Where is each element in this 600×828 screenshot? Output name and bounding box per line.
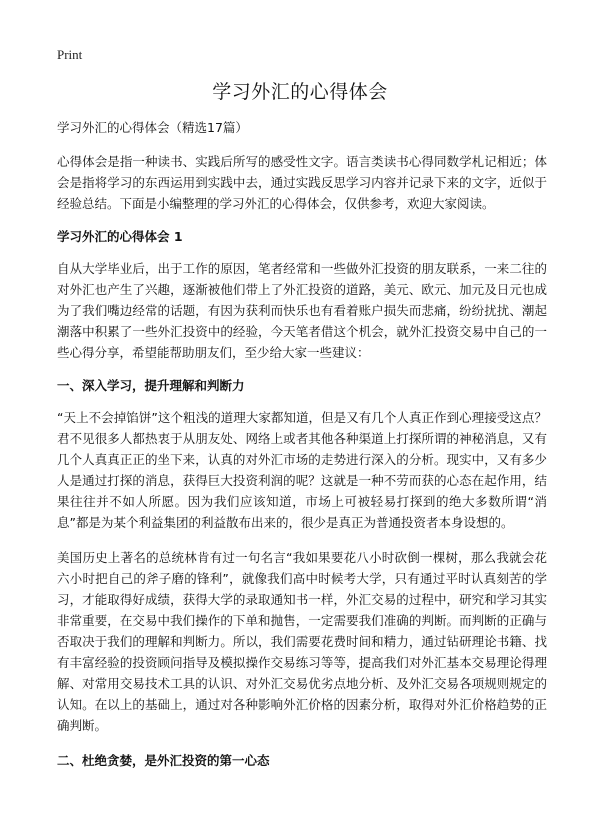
paragraph-2: “天上不会掉馅饼”这个粗浅的道理大家都知道，但是又有几个人真正作到心理接受这点？君不见很多人都热衷于从朋友处、网络上或者其他各种渠道上打探所谓的神秘消息，又有几个人真真正正的坐下来，认真的对外汇市场的走势进行深入的分析。现实中，又有多少人是通过打探的消息，获得巨大投资利润的呢？这就是一种不劳而获的心态在起作用，结果往往并不如人所愿。因为我们应该知道，市场上可被轻易打探到的绝大多数所谓“消息”都是为某个利益集团的利益散布出来的，很少是真正为普通投资者本身设想的。 — [57, 410, 547, 530]
section-2-heading: 二、杜绝贪婪，是外汇投资的第一心态 — [57, 753, 270, 768]
paragraph-1: 自从大学毕业后，出于工作的原因，笔者经常和一些做外汇投资的朋友联系，一来二往的对外汇也产生了兴趣，逐渐被他们带上了外汇投资的道路，美元、欧元、加元及日元也成为了我们嘴边经常的话题，有因为获利而快乐也有看着账户损失而悲痛，纷纷扰扰、潮起潮落中积累了一些外汇投资中的经验，今天笔者借这个机会，就外汇投资交易中自己的一些心得分享，希望能帮助朋友们，至少给大家一些建议： — [57, 261, 547, 360]
intro-paragraph: 心得体会是指一种读书、实践后所写的感受性文字。语言类读书心得同数学札记相近；体会是指将学习的东西运用到实践中去，通过实践反思学习内容并记录下来的文字，近似于经验总结。下面是小编整理的学习外汇的心得体会，仅供参考，欢迎大家阅读。 — [57, 154, 547, 211]
print-label[interactable]: Print — [57, 47, 83, 62]
article-heading: 学习外汇的心得体会 1 — [57, 229, 183, 244]
document-body — [57, 119, 547, 782]
document-subtitle: 学习外汇的心得体会（精选17篇） — [57, 120, 248, 135]
section-1-heading: 一、深入学习，提升理解和判断力 — [57, 378, 245, 393]
paragraph-3: 美国历史上著名的总统林肯有过一句名言“我如果要花八小时砍倒一棵树，那么我就会花六小时把自己的斧子磨的锋利”，就像我们高中时候考大学，只有通过平时认真刻苦的学习，才能取得好成绩，获得大学的录取通知书一样，外汇交易的过程中，研究和学习其实非常重要，在交易中我们操作的下单和抛售，一定需要我们准确的判断。而判断的正确与否取决于我们的理解和判断力。所以，我们需要花费时间和精力，通过钻研理论书籍、找有丰富经验的投资顾问指导及模拟操作交易练习等等，提高我们对外汇基本交易理论得理解、对常用交易技术工具的认识、对外汇交易优劣点地分析、及外汇交易各项规则规定的认知。在以上的基础上，通过对各种影响外汇价格的因素分析，取得对外汇价格趋势的正确判断。 — [57, 550, 547, 733]
page-title: 学习外汇的心得体会 — [212, 81, 388, 103]
